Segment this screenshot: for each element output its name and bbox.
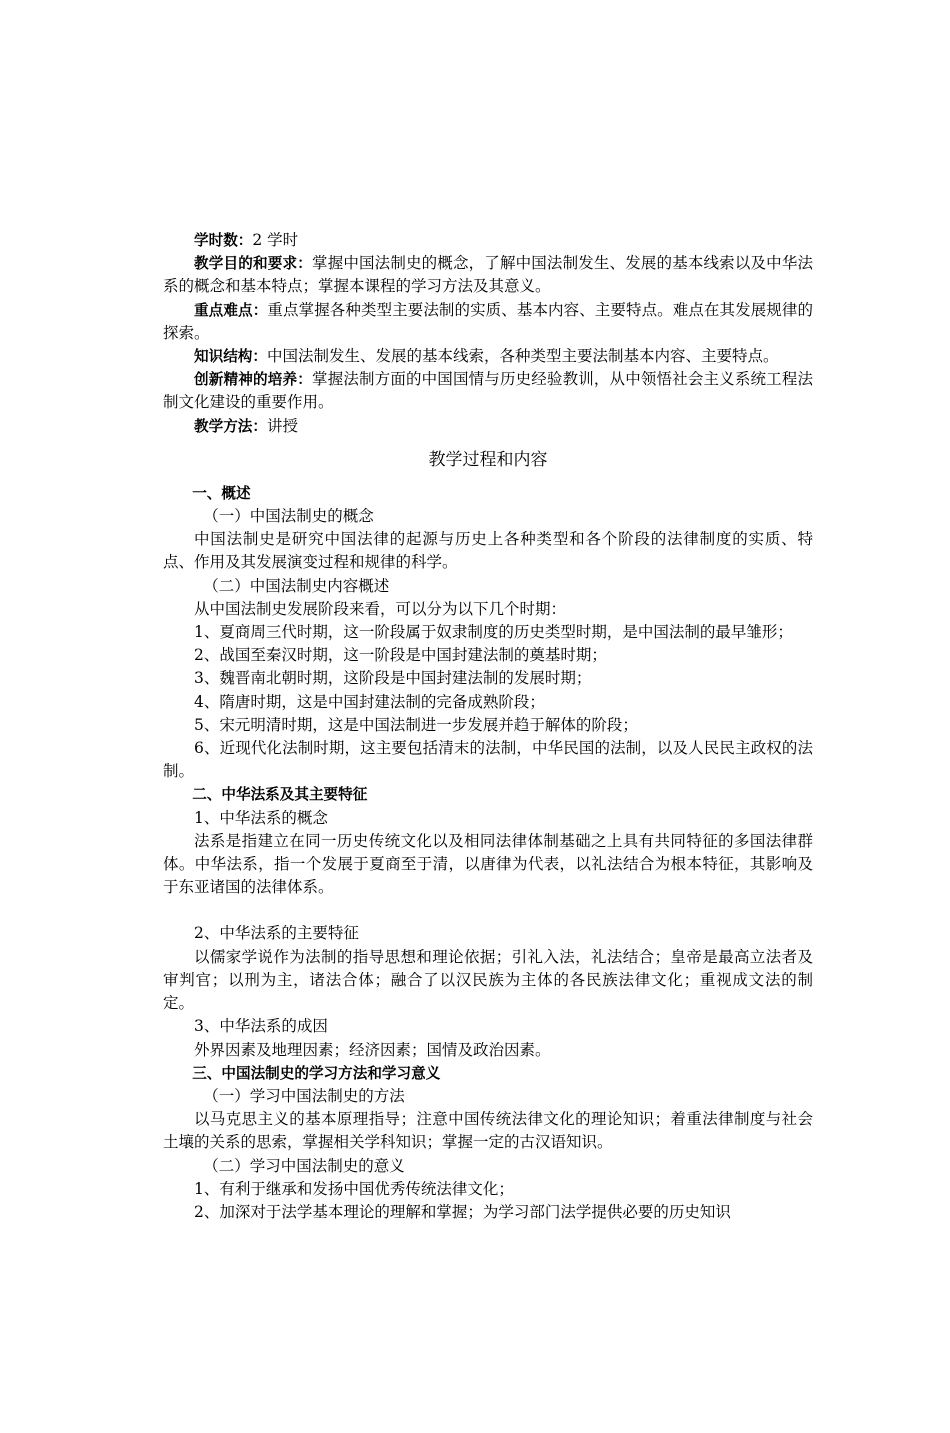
- period-item: 4、隋唐时期，这是中国封建法制的完备成熟阶段；: [194, 692, 545, 711]
- period-item: 6、近现代化法制时期，这主要包括清末的法制，中华民国的法制，以及人民民主政权的法制。: [163, 739, 813, 781]
- goal-paragraph: [163, 252, 813, 298]
- goal-text: 掌握中国法制史的概念，了解中国法制发生、发展的基本线索以及中华法系的概念和基本特点；掌握本课程的学习方法及其意义。: [163, 254, 813, 296]
- method-text: 讲授: [266, 416, 298, 435]
- sec2-item3: 3、中华法系的成因: [194, 1017, 328, 1036]
- method-label: 教学方法：: [194, 417, 267, 435]
- innovation-text: 掌握法制方面的中国国情与历史经验教训，从中领悟社会主义系统工程法制文化建设的重要作用。: [163, 370, 813, 412]
- goal-label: 教学目的和要求：: [194, 255, 313, 273]
- sec1-sub2-intro: 从中国法制史发展阶段来看，可以分为以下几个时期：: [194, 599, 567, 618]
- sec3-sub1-text: 以马克思主义的基本原理指导；注意中国传统法律文化的理论知识；着重法律制度与社会土壤的关系的思索，掌握相关学科知识；掌握一定的古汉语知识。: [163, 1110, 813, 1152]
- sec2-heading: 二、中华法系及其主要特征: [192, 786, 368, 804]
- hours-value: 2 学时: [252, 231, 299, 249]
- sec2-item2: 2、中华法系的主要特征: [194, 924, 359, 943]
- hours-line: [163, 229, 813, 252]
- innovation-paragraph: [163, 368, 813, 414]
- sec3-sub2: （二）学习中国法制史的意义: [203, 1156, 405, 1175]
- key-text: 重点掌握各种类型主要法制的实质、基本内容、主要特点。难点在其发展规律的探索。: [163, 300, 813, 342]
- sec1-heading: 一、概述: [192, 484, 251, 502]
- key-paragraph: [163, 299, 813, 345]
- sec2-item2-text: 以儒家学说作为法制的指导思想和理论依据；引礼入法，礼法结合；皇帝是最高立法者及审判官；以刑为主，诸法合体；融合了以汉民族为主体的各民族法律文化；重视成文法的制定。: [163, 947, 813, 1013]
- sec1-sub1-text: 中国法制史是研究中国法律的起源与历史上各种类型和各个阶段的法律制度的实质、特点、作用及其发展演变过程和规律的科学。: [163, 530, 813, 572]
- structure-label: 知识结构：: [194, 348, 267, 366]
- sec3-heading: 三、中国法制史的学习方法和学习意义: [192, 1064, 441, 1082]
- sec1-sub1: （一）中国法制史的概念: [203, 507, 374, 526]
- sec2-item3-text: 外界因素及地理因素；经济因素；国情及政治因素。: [194, 1040, 551, 1059]
- meaning-item: 2、加深对于法学基本理论的理解和掌握；为学习部门法学提供必要的历史知识: [194, 1202, 731, 1221]
- method-paragraph: [163, 415, 813, 438]
- innovation-label: 创新精神的培养：: [194, 371, 313, 389]
- sec2-item1-text: 法系是指建立在同一历史传统文化以及相同法律体制基础之上具有共同特征的多国法律群体。中华法系，指一个发展于夏商至于清，以唐律为代表，以礼法结合为根本特征，其影响及于东亚诸国的法律体系。: [163, 831, 813, 897]
- period-item: 3、魏晋南北朝时期，这阶段是中国封建法制的发展时期；: [194, 669, 592, 688]
- blank-line: [163, 899, 813, 922]
- document-page: [163, 229, 813, 1224]
- period-item: 2、战国至秦汉时期，这一阶段是中国封建法制的奠基时期；: [194, 646, 607, 665]
- key-label: 重点难点：: [194, 301, 268, 319]
- sec1-sub2: （二）中国法制史内容概述: [203, 576, 390, 595]
- structure-paragraph: [163, 345, 813, 368]
- hours-label: 学时数：: [194, 232, 253, 249]
- sec2-item1: 1、中华法系的概念: [194, 808, 328, 827]
- structure-text: 中国法制发生、发展的基本线索，各种类型主要法制基本内容、主要特点。: [266, 347, 779, 366]
- sec3-sub1: （一）学习中国法制史的方法: [203, 1086, 405, 1105]
- section-title: 教学过程和内容: [428, 449, 548, 470]
- period-item: 1、夏商周三代时期，这一阶段属于奴隶制度的历史类型时期，是中国法制的最早雏形；: [194, 623, 793, 642]
- meaning-item: 1、有利于继承和发扬中国优秀传统法律文化；: [194, 1179, 514, 1198]
- period-item: 5、宋元明清时期，这是中国法制进一步发展并趋于解体的阶段；: [194, 715, 638, 734]
